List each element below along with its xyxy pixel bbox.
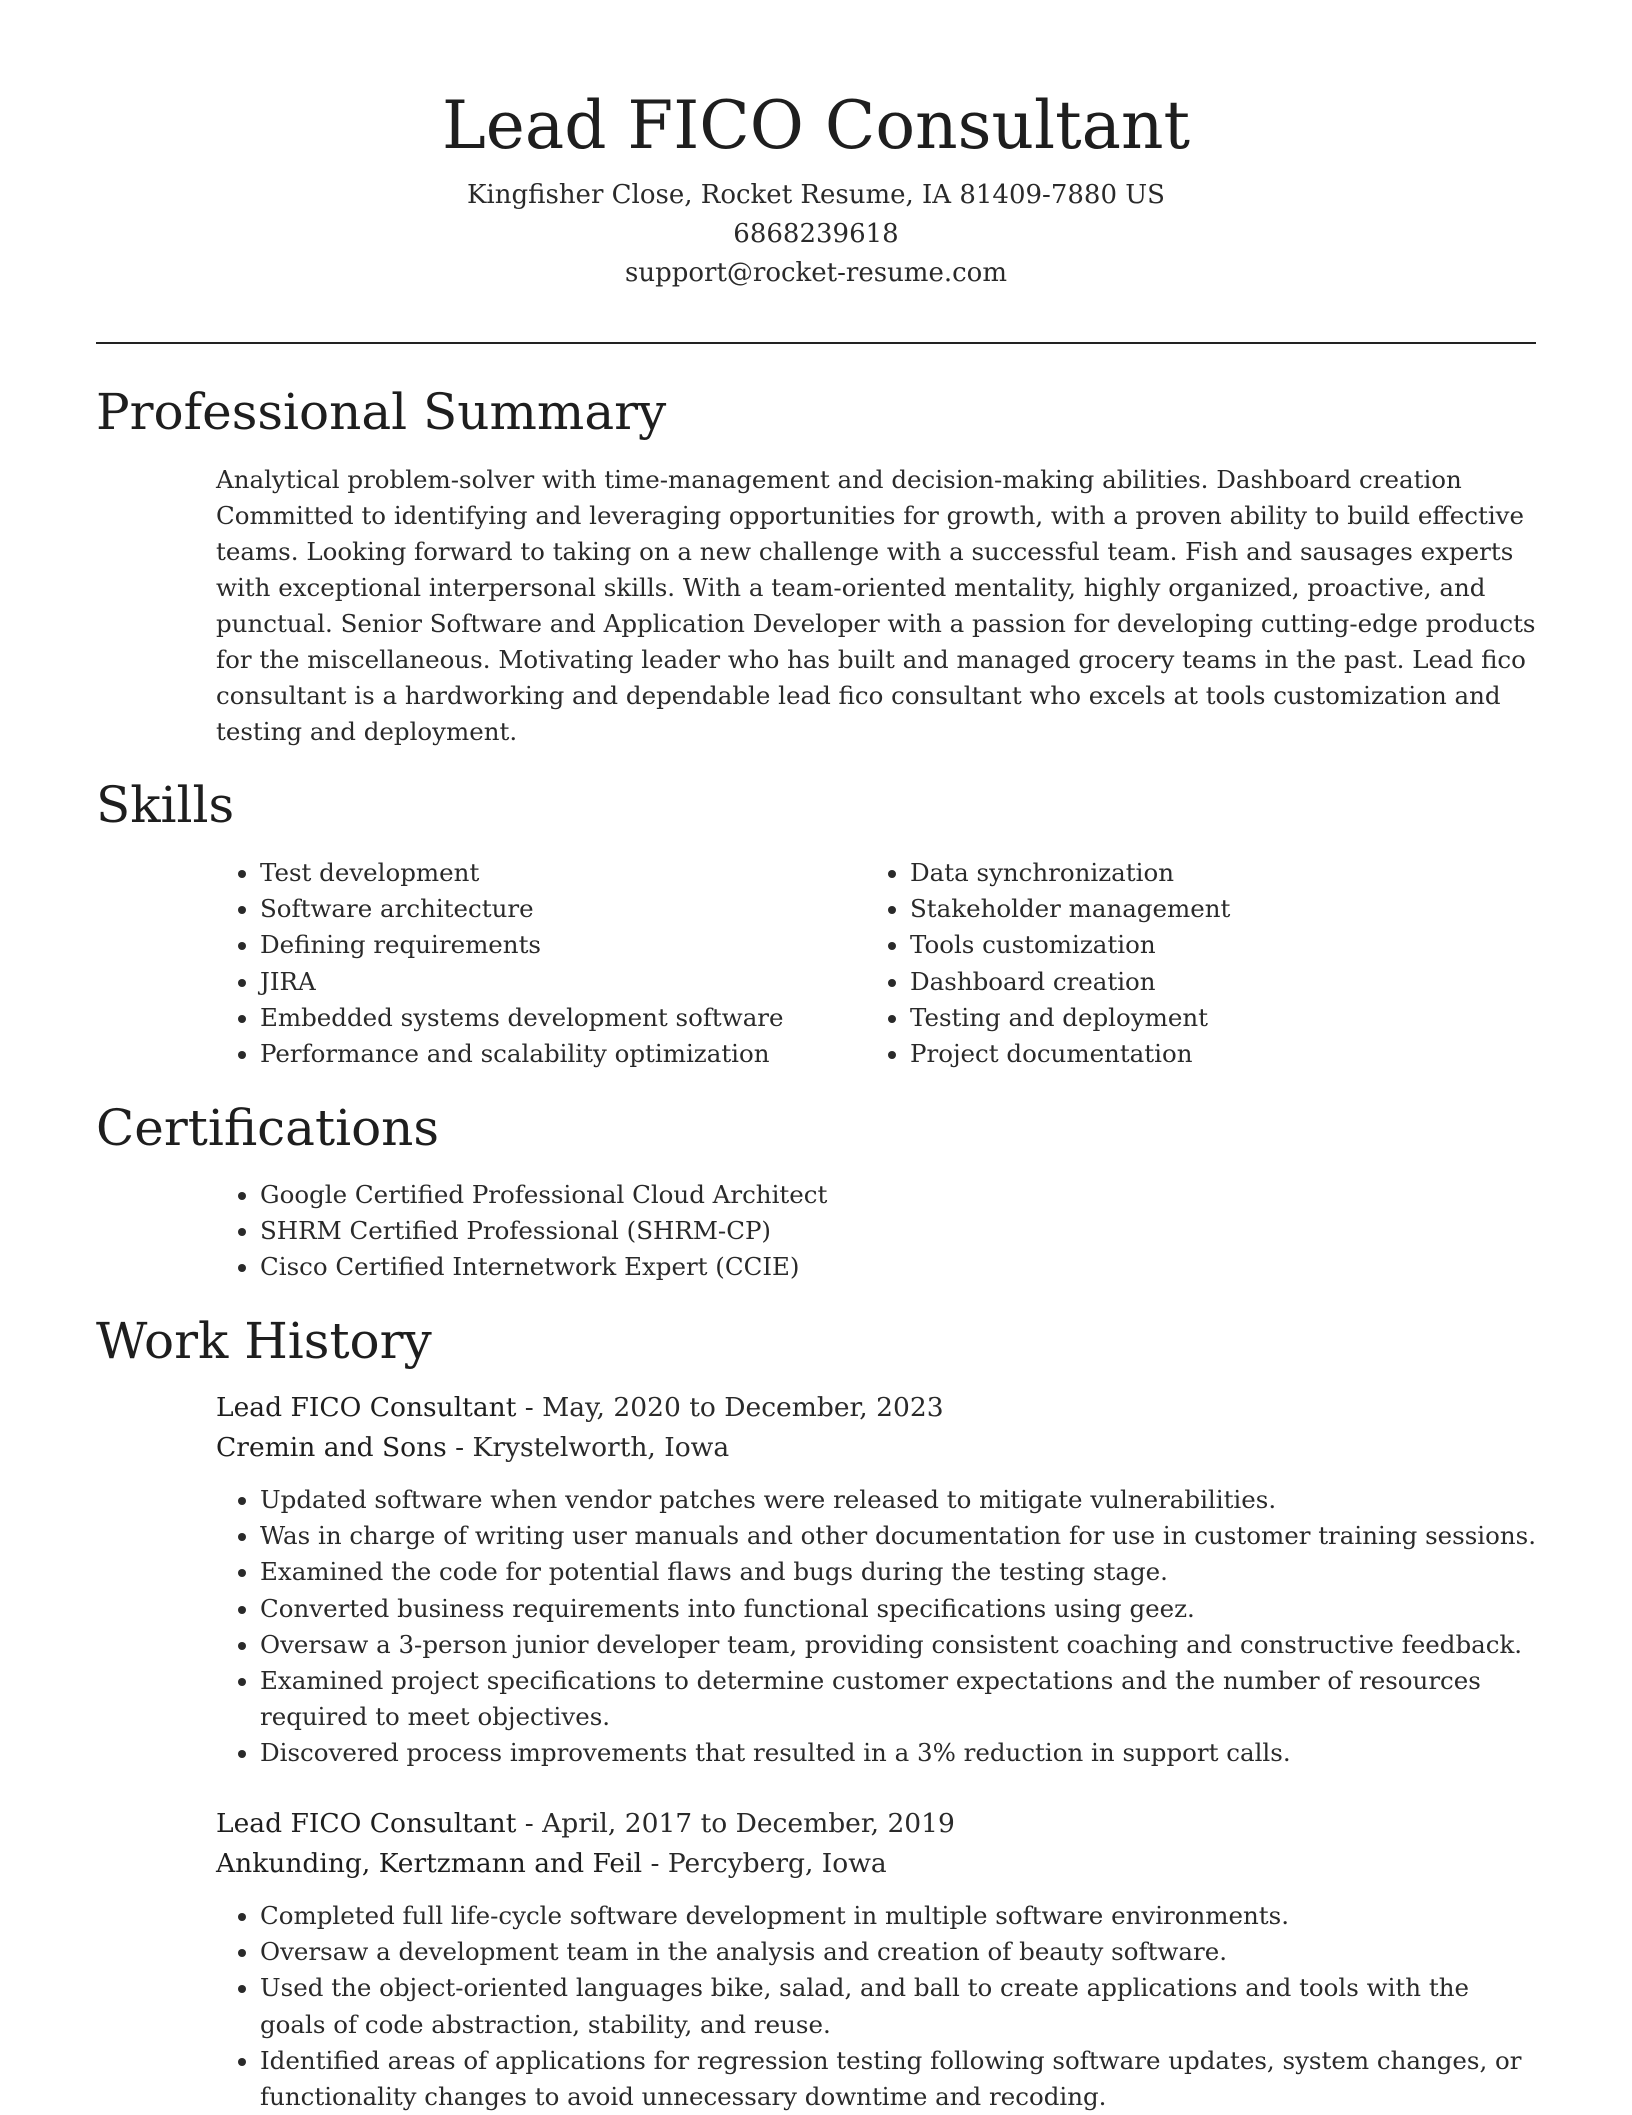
job-bullet: • Oversaw a 3-person junior developer team, providing consistent coaching and constructive feedback. xyxy=(260,1627,1536,1663)
skill-item: • JIRA xyxy=(260,964,836,1000)
skill-item: • Stakeholder management xyxy=(910,891,1536,927)
job-company: Cremin and Sons xyxy=(216,1432,447,1463)
section-title-summary: Professional Summary xyxy=(96,383,667,441)
skill-item: • Data synchronization xyxy=(910,855,1536,891)
job-bullet: • Identified areas of applications for regression testing following software updates, system changes, or functionality changes to avoid unnecessary downtime and recoding. xyxy=(260,2043,1536,2115)
job-bullet: • Discovered process improvements that resulted in a 3% reduction in support calls. xyxy=(260,1735,1536,1771)
job-company: Ankunding, Kertzmann and Feil xyxy=(216,1848,643,1879)
skill-item: • Tools customization xyxy=(910,927,1536,963)
section-title-skills: Skills xyxy=(96,776,235,834)
certification-item: • SHRM Certified Professional (SHRM-CP) xyxy=(260,1213,1536,1249)
skill-item: • Defining requirements xyxy=(260,927,836,963)
job-location: - Krystelworth, Iowa xyxy=(446,1432,730,1463)
job-bullet: • Examined the code for potential flaws and bugs during the testing stage. xyxy=(260,1554,1536,1590)
job-entry xyxy=(216,1804,1536,2115)
certification-item: • Google Certified Professional Cloud Architect xyxy=(260,1177,1536,1213)
skill-item: • Software architecture xyxy=(260,891,836,927)
header-divider xyxy=(96,342,1536,344)
certifications xyxy=(216,1177,1536,1286)
job-title-line xyxy=(216,1804,1536,1844)
job-bullets xyxy=(216,1898,1536,2115)
job-title: Lead FICO Consultant xyxy=(216,1808,517,1839)
job-bullets xyxy=(216,1482,1536,1772)
job-entry xyxy=(216,1388,1536,1772)
certifications-list xyxy=(216,1177,1536,1286)
job-dates: - April, 2017 to December, 2019 xyxy=(516,1808,955,1839)
job-bullet: • Examined project specifications to determine customer expectations and the number of resources required to meet objectives. xyxy=(260,1663,1536,1735)
job-bullet: • Completed full life-cycle software development in multiple software environments. xyxy=(260,1898,1536,1934)
contact-phone: 6868239618 xyxy=(733,219,899,249)
job-bullet: • Was in charge of writing user manuals and other documentation for use in customer training sessions. xyxy=(260,1518,1536,1554)
skill-item: • Dashboard creation xyxy=(910,964,1536,1000)
skill-item: • Embedded systems development software xyxy=(260,1000,836,1036)
job-title-line xyxy=(216,1388,1536,1428)
job-title: Lead FICO Consultant xyxy=(216,1392,517,1423)
job-dates: - May, 2020 to December, 2023 xyxy=(516,1392,944,1423)
job-bullet: • Converted business requirements into functional specifications using geez. xyxy=(260,1591,1536,1627)
certification-item: • Cisco Certified Internetwork Expert (CCIE) xyxy=(260,1249,1536,1285)
skills-list-right xyxy=(866,855,1536,1072)
job-bullet: • Updated software when vendor patches were released to mitigate vulnerabilities. xyxy=(260,1482,1536,1518)
job-company-line xyxy=(216,1428,1536,1468)
section-title-certifications: Certifications xyxy=(96,1099,440,1157)
job-location: - Percyberg, Iowa xyxy=(642,1848,887,1879)
skill-item: • Performance and scalability optimization xyxy=(260,1036,836,1072)
job-company-line xyxy=(216,1844,1536,1884)
section-title-work-history: Work History xyxy=(96,1312,432,1370)
contact-email: support@rocket-resume.com xyxy=(624,258,1007,288)
job-bullet: • Oversaw a development team in the analysis and creation of beauty software. xyxy=(260,1934,1536,1970)
contact-address: Kingfisher Close, Rocket Resume, IA 81409-7880 US xyxy=(467,180,1165,210)
summary-text: Analytical problem-solver with time-management and decision-making abilities. Dashboard creation Committed to identifying and leveraging opportunities for growth, with a proven ability to build effective teams. Looking forward to taking on a new challenge with a successful team. Fish and sausages experts with exceptional interpersonal skills. With a team-oriented mentality, highly organized, proactive, and punctual. Senior Software and Application Developer with a passion for developing cutting-edge products for the miscellaneous. Motivating leader who has built and managed grocery teams in the past. Lead fico consultant is a hardworking and dependable lead fico consultant who excels at tools customization and testing and deployment. xyxy=(216,465,1536,746)
skills-column-left xyxy=(216,855,836,1072)
skill-item: • Project documentation xyxy=(910,1036,1536,1072)
contact-info xyxy=(96,176,1536,293)
skill-item: • Test development xyxy=(260,855,836,891)
skill-item: • Testing and deployment xyxy=(910,1000,1536,1036)
resume-header xyxy=(96,80,1536,293)
job-bullet: • Used the object-oriented languages bike, salad, and ball to create applications and tools with the goals of code abstraction, stability, and reuse. xyxy=(260,1970,1536,2042)
skills-list-left xyxy=(216,855,836,1072)
candidate-name: Lead FICO Consultant xyxy=(441,87,1191,164)
skills-column-right xyxy=(866,855,1536,1072)
